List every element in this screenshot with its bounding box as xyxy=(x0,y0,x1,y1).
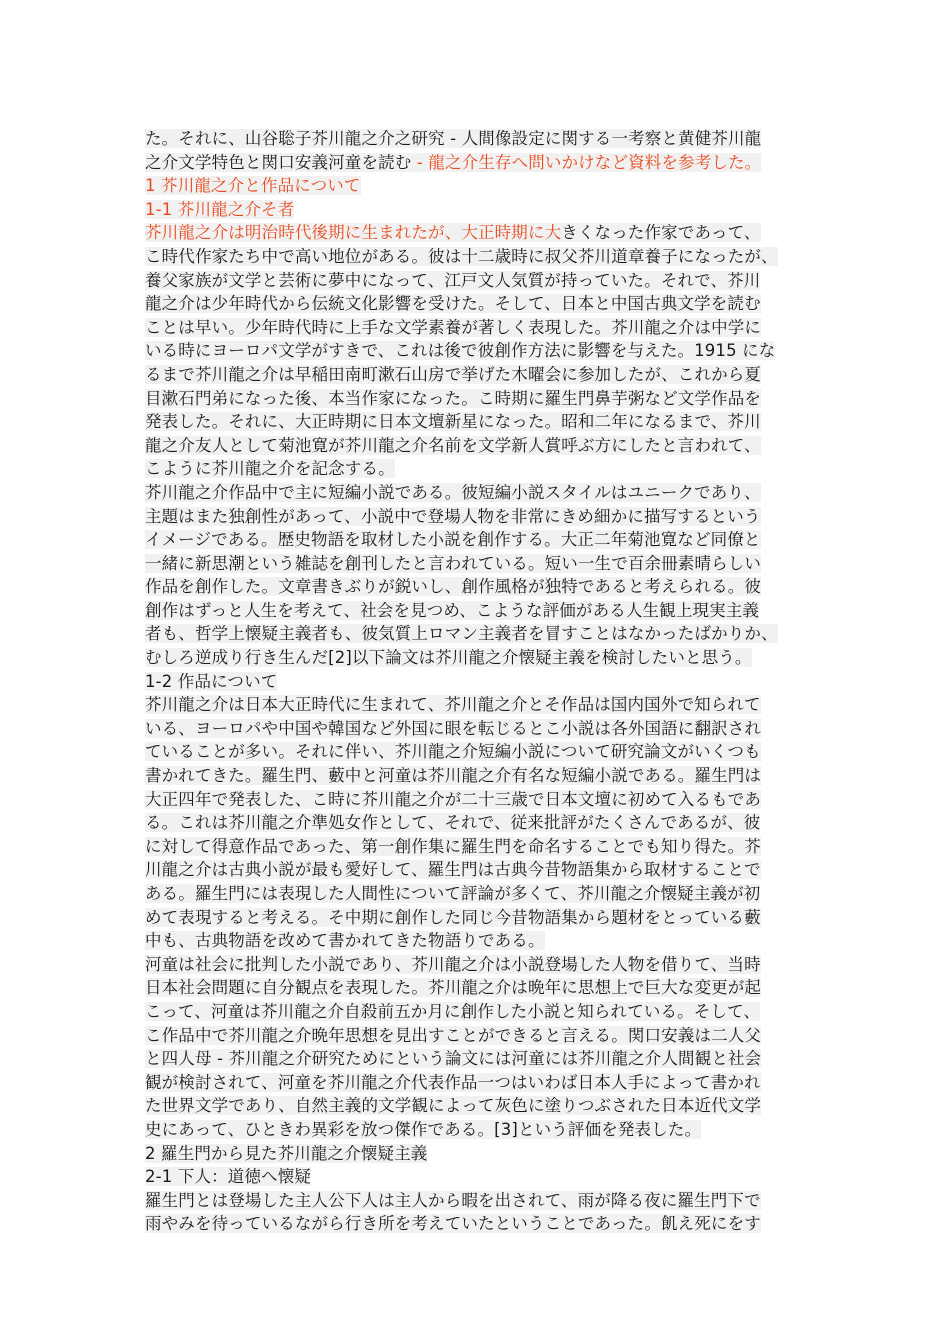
text-line xyxy=(145,1024,810,1048)
line-highlight xyxy=(145,672,277,691)
text-segment: めて表現すると考える。そ中期に創作した同じ今昔物語集から題材をとっている藪 xyxy=(145,907,761,927)
line-highlight xyxy=(145,931,545,950)
section-heading xyxy=(145,198,810,222)
text-segment: イメージである。歴史物語を取材した小説を創作する。大正二年菊池寛など同僚と xyxy=(145,530,761,550)
text-line xyxy=(145,1118,810,1142)
text-line xyxy=(145,788,810,812)
text-line xyxy=(145,292,810,316)
text-line xyxy=(145,717,810,741)
line-highlight xyxy=(145,507,761,526)
line-highlight xyxy=(145,153,761,172)
line-highlight xyxy=(145,1167,311,1186)
text-segment: る。これは芥川龍之介準処女作として、それで、従来批評がたくさんであるが、彼 xyxy=(145,813,761,833)
text-segment: きくなった作家であって、 xyxy=(561,223,761,243)
line-highlight xyxy=(145,129,761,148)
text-segment: 一緒に新思潮という雑誌を創刊したと言われている。短い一生で百余冊素晴らしい xyxy=(145,553,762,573)
text-segment: 作品を創作した。文章書きぶりが鋭いし、創作風格が独特であると考えられる。彼 xyxy=(145,577,762,597)
text-line xyxy=(145,410,810,434)
line-highlight xyxy=(145,908,761,927)
text-line xyxy=(145,434,810,458)
line-highlight xyxy=(145,719,761,738)
text-segment: ことは早い。少年時代時に上手な文学素養が著しく表現した。芥川龍之介は中学に xyxy=(145,317,762,337)
text-line xyxy=(145,127,810,151)
text-line xyxy=(145,151,810,175)
text-line xyxy=(145,1071,810,1095)
line-highlight xyxy=(145,601,759,620)
text-segment: 発表した。それに、大正時期に日本文壇新星になった。昭和二年になるまで、芥川 xyxy=(145,412,761,432)
line-highlight xyxy=(145,695,761,714)
text-line xyxy=(145,811,810,835)
text-line xyxy=(145,505,810,529)
line-highlight xyxy=(145,1191,761,1210)
text-line xyxy=(145,953,810,977)
text-line xyxy=(145,740,810,764)
section-heading xyxy=(145,174,810,198)
line-highlight xyxy=(145,318,761,337)
text-segment: こって、河童は芥川龍之介自殺前五か月に創作した小説と知られている。そして、 xyxy=(145,1001,761,1021)
text-line xyxy=(145,1094,810,1118)
text-line xyxy=(145,622,810,646)
text-line xyxy=(145,245,810,269)
line-highlight xyxy=(145,1049,761,1068)
line-highlight xyxy=(145,200,294,219)
text-segment: 目漱石門弟になった後、本当作家になった。こ時期に羅生門鼻芋粥など文学作品を xyxy=(145,388,762,408)
line-highlight xyxy=(145,860,761,879)
line-highlight xyxy=(145,1026,761,1045)
text-line xyxy=(145,528,810,552)
text-line xyxy=(145,764,810,788)
text-segment: いる、ヨーロパや中国や韓国など外国に眼を転じるとこ小説は各外国語に翻訳され xyxy=(145,718,762,738)
text-line xyxy=(145,575,810,599)
line-highlight xyxy=(145,648,752,667)
section-heading xyxy=(145,1142,810,1166)
text-line xyxy=(145,552,810,576)
text-segment: 1 芥川龍之介と作品について xyxy=(145,176,361,196)
text-line xyxy=(145,363,810,387)
text-segment: こ時代作家たち中で高い地位がある。彼は十二歳時に叔父芥川道章養子になったが、 xyxy=(145,246,778,266)
line-highlight xyxy=(145,341,775,360)
line-highlight xyxy=(145,1144,427,1163)
text-line xyxy=(145,316,810,340)
text-line xyxy=(145,1047,810,1071)
text-line xyxy=(145,387,810,411)
text-line xyxy=(145,457,810,481)
text-segment: 龍之介友人として菊池寛が芥川龍之介名前を文学新人賞呼ぶ方にしたと言われて、 xyxy=(145,435,761,455)
text-segment: 川龍之介は古典小説が最も愛好して、羅生門は古典今昔物語集から取材することで xyxy=(145,860,761,880)
line-highlight xyxy=(145,884,760,903)
text-line xyxy=(145,221,810,245)
line-highlight xyxy=(145,766,761,785)
line-highlight xyxy=(145,271,760,290)
text-line xyxy=(145,646,810,670)
document-body xyxy=(145,127,810,1236)
text-segment: 日本社会問題に自分観点を表現した。芥川龍之介は晩年に思想上で巨大な変更が起 xyxy=(145,978,762,998)
line-highlight xyxy=(145,978,761,997)
text-segment: 之介文学特色と関口安義河童を読む xyxy=(145,152,412,172)
line-highlight xyxy=(145,1096,761,1115)
text-segment: 観が検討されて、河童を芥川龍之介代表作品一つはいわば日本人手によって書かれ xyxy=(145,1072,761,1092)
text-segment: 芥川龍之介は日本大正時代に生まれて、芥川龍之介とそ作品は国内国外で知られて xyxy=(145,695,761,715)
text-line xyxy=(145,882,810,906)
text-segment: 書かれてきた。羅生門、藪中と河童は芥川龍之介有名な短編小説である。羅生門は xyxy=(145,766,762,786)
text-segment: - 龍之介生存へ問いかけなど資料を参考した。 xyxy=(411,152,762,172)
text-line xyxy=(145,929,810,953)
line-highlight xyxy=(145,483,761,502)
line-highlight xyxy=(145,247,778,266)
text-line xyxy=(145,906,810,930)
text-segment: むしろ逆成り行き生んだ[2]以下論文は芥川龍之介懐疑主義を検討したいと思う。 xyxy=(145,648,752,668)
line-highlight xyxy=(145,837,761,856)
text-segment: いる時にヨーロパ文学がすきで、これは後で彼創作方法に影響を与えた。1915 にな xyxy=(145,341,776,361)
text-segment: 2 羅生門から見た芥川龍之介懐疑主義 xyxy=(145,1143,428,1163)
text-segment: 史にあって、ひときわ異彩を放つ傑作である。[3]という評価を発表した。 xyxy=(145,1119,702,1139)
text-line xyxy=(145,693,810,717)
line-highlight xyxy=(145,624,778,643)
text-segment: に対して得意作品であった、第一創作集に羅生門を命名することでも知り得た。芥 xyxy=(145,836,761,856)
text-segment: 芥川龍之介作品中で主に短編小説である。彼短編小説スタイルはユニークであり、 xyxy=(145,482,761,502)
line-highlight xyxy=(145,1214,761,1233)
text-line xyxy=(145,339,810,363)
text-line xyxy=(145,481,810,505)
line-highlight xyxy=(145,365,761,384)
text-segment: 養父家族が文学と芸術に夢中になって、江戸文人気質が持っていた。それで、芥川 xyxy=(145,270,761,290)
text-segment: 羅生門とは登場した主人公下人は主人から暇を出されて、雨が降る夜に羅生門下で xyxy=(145,1190,761,1210)
text-segment: こ作品中で芥川龍之介晩年思想を見出すことができると言える。関口安義は二人父 xyxy=(145,1025,762,1045)
text-segment: 主題はまた独創性があって、小説中で登場人物を非常にきめ細かに描写するという xyxy=(145,506,761,526)
section-heading xyxy=(145,1165,810,1189)
text-line xyxy=(145,858,810,882)
line-highlight xyxy=(145,1073,761,1092)
line-highlight xyxy=(145,459,395,478)
text-line xyxy=(145,599,810,623)
line-highlight xyxy=(145,955,761,974)
text-segment: ある。羅生門には表現した人間性について評論が多くて、芥川龍之介懐疑主義が初 xyxy=(145,884,761,903)
text-segment: 龍之介は少年時代から伝統文化影響を受けた。そして、日本と中国古典文学を読む xyxy=(145,294,761,314)
text-segment: ていることが多い。それに伴い、芥川龍之介短編小説について研究論文がいくつも xyxy=(145,742,761,762)
line-highlight xyxy=(145,176,361,195)
text-line xyxy=(145,1000,810,1024)
line-highlight xyxy=(145,1120,701,1139)
line-highlight xyxy=(145,790,761,809)
text-line xyxy=(145,1189,810,1213)
line-highlight xyxy=(145,412,761,431)
line-highlight xyxy=(145,436,761,455)
text-segment: 1-2 作品について xyxy=(145,671,278,691)
text-segment: 中も、古典物語を改めて書かれてきた物語りである。 xyxy=(145,931,545,951)
text-segment: 河童は社会に批判した小説であり、芥川龍之介は小説登場した人物を借りて、当時 xyxy=(145,954,761,974)
text-line xyxy=(145,1212,810,1236)
text-line xyxy=(145,976,810,1000)
line-highlight xyxy=(145,389,761,408)
line-highlight xyxy=(145,1002,760,1021)
text-segment: 1-1 芥川龍之介そ者 xyxy=(145,199,295,219)
text-segment: 創作はずっと人生を考えて、社会を見つめ、こような評価がある人生観上現実主義 xyxy=(145,600,760,620)
text-line xyxy=(145,835,810,859)
text-line xyxy=(145,269,810,293)
text-segment: と四人母 - 芥川龍之介研究ためにという論文には河童には芥川龍之介人間観と社会 xyxy=(145,1049,762,1069)
text-segment: こように芥川龍之介を記念する。 xyxy=(145,459,395,479)
text-segment: た。それに、山谷聡子芥川龍之介之研究 - 人間像設定に関する一考察と黄健芥川龍 xyxy=(145,129,762,148)
line-highlight xyxy=(145,294,761,313)
text-segment: 雨やみを待っているながら行き所を考えていたということであった。飢え死にをす xyxy=(145,1214,761,1234)
text-segment: 大正四年で発表した、こ時に芥川龍之介が二十三歳で日本文壇に初めて入るもであ xyxy=(145,789,762,809)
line-highlight xyxy=(145,530,761,549)
text-segment: た世界文学であり、自然主義的文学観によって灰色に塗りつぶされた日本近代文学 xyxy=(145,1096,762,1116)
line-highlight xyxy=(145,223,761,242)
text-segment: るまで芥川龍之介は早稲田南町漱石山房で挙げた木曜会に参加したが、これから夏 xyxy=(145,364,762,384)
section-heading xyxy=(145,670,810,694)
text-segment: 芥川龍之介は明治時代後期に生まれたが、大正時期に大 xyxy=(145,223,562,243)
line-highlight xyxy=(145,577,761,596)
line-highlight xyxy=(145,742,761,761)
line-highlight xyxy=(145,554,761,573)
text-segment: 2-1 下人：道徳へ懐疑 xyxy=(145,1167,311,1187)
line-highlight xyxy=(145,813,760,832)
text-segment: 者も、哲学上懐疑主義者も、彼気質上ロマン主義者を冒すことはなかったばかりか、 xyxy=(145,624,778,644)
